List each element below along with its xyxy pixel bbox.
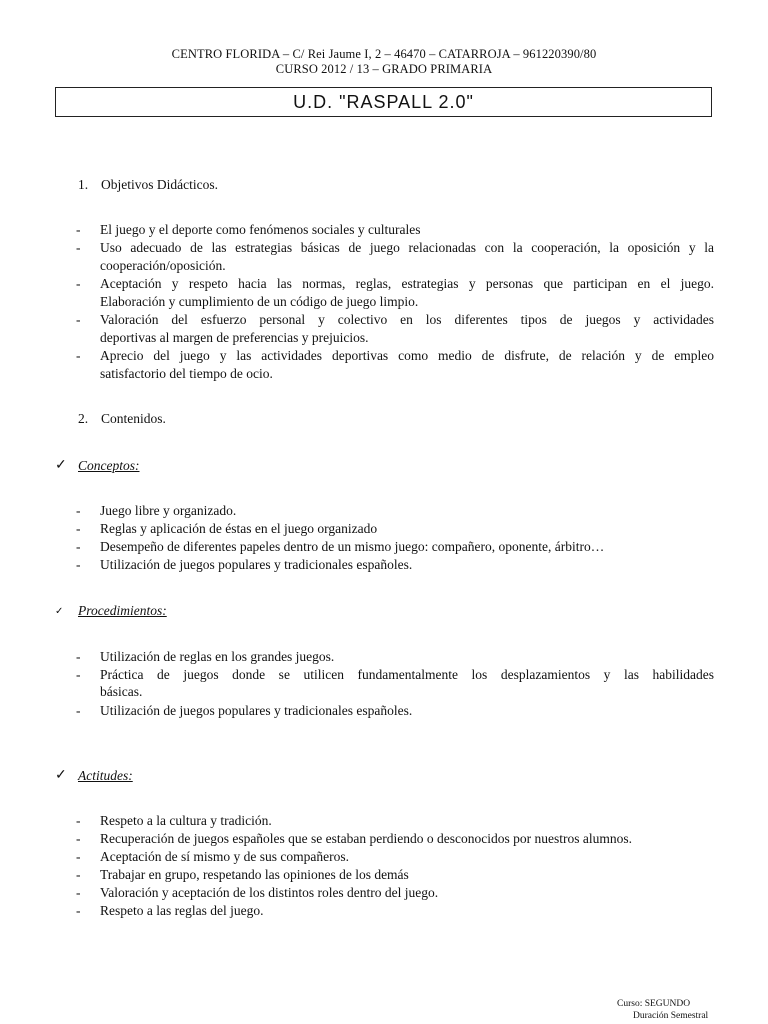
procedure-text: Utilización de reglas en los grandes juegos. bbox=[100, 649, 335, 664]
concept-item bbox=[76, 538, 716, 556]
bullet-dash: - bbox=[76, 849, 81, 864]
attitude-item bbox=[76, 884, 716, 902]
procedure-item bbox=[76, 666, 716, 702]
header-line-1: CENTRO FLORIDA – C/ Rei Jaume I, 2 – 46470 – CATARROJA – 961220390/80 bbox=[171, 47, 597, 61]
bullet-dash: - bbox=[76, 885, 81, 900]
concept-item bbox=[76, 556, 716, 574]
bullet-dash: - bbox=[76, 503, 81, 518]
procedure-text: Utilización de juegos populares y tradicionales españoles. bbox=[100, 703, 413, 718]
objective-text-cont: cooperación/oposición. bbox=[100, 258, 226, 273]
objective-item bbox=[76, 275, 716, 311]
procedure-text-cont: básicas. bbox=[100, 684, 143, 699]
objective-text-cont: Elaboración y cumplimiento de un código de juego limpio. bbox=[100, 294, 419, 309]
bullet-dash: - bbox=[76, 312, 81, 327]
concept-text: Desempeño de diferentes papeles dentro de un mismo juego: compañero, oponente, árbitro… bbox=[100, 539, 605, 554]
footer-curso: Curso: SEGUNDO bbox=[617, 999, 691, 1009]
objective-text: El juego y el deporte como fenómenos sociales y culturales bbox=[100, 222, 421, 237]
bullet-dash: - bbox=[76, 867, 81, 882]
section-2-number: 2. bbox=[78, 411, 89, 426]
checkmark-icon: ✓ bbox=[55, 606, 64, 617]
attitude-item bbox=[76, 902, 716, 920]
objective-item bbox=[76, 311, 716, 347]
objective-text-cont: deportivas al margen de preferencias y prejuicios. bbox=[100, 330, 369, 345]
bullet-dash: - bbox=[76, 703, 81, 718]
concept-text: Utilización de juegos populares y tradicionales españoles. bbox=[100, 557, 413, 572]
objective-text: Uso adecuado de las estrategias básicas de juego relacionadas con la cooperación, la oposición y la bbox=[100, 240, 714, 255]
document-title: U.D. "RASPALL 2.0" bbox=[55, 87, 712, 117]
objective-text: Aprecio del juego y las actividades deportivas como medio de disfrute, de relación y de empleo bbox=[100, 348, 714, 363]
objective-item bbox=[76, 347, 716, 383]
attitude-text: Respeto a la cultura y tradición. bbox=[100, 813, 272, 828]
concept-text: Reglas y aplicación de éstas en el juego organizado bbox=[100, 521, 378, 536]
attitude-text: Respeto a las reglas del juego. bbox=[100, 903, 264, 918]
actitudes-heading: Actitudes: bbox=[78, 768, 133, 783]
bullet-dash: - bbox=[76, 649, 81, 664]
header-line-2: CURSO 2012 / 13 – GRADO PRIMARIA bbox=[275, 62, 493, 76]
objective-text: Aceptación y respeto hacia las normas, reglas, estrategias y personas que participan en el juego. bbox=[100, 276, 714, 291]
concept-item bbox=[76, 502, 716, 520]
section-1-number: 1. bbox=[78, 177, 89, 192]
bullet-dash: - bbox=[76, 240, 81, 255]
bullet-dash: - bbox=[76, 276, 81, 291]
footer-duracion: Duración Semestral bbox=[633, 1011, 709, 1021]
bullet-dash: - bbox=[76, 222, 81, 237]
bullet-dash: - bbox=[76, 348, 81, 363]
attitude-item bbox=[76, 812, 716, 830]
conceptos-heading: Conceptos: bbox=[78, 458, 140, 473]
objective-item bbox=[76, 239, 716, 275]
attitude-text: Trabajar en grupo, respetando las opiniones de los demás bbox=[100, 867, 409, 882]
concept-item bbox=[76, 520, 716, 538]
objective-text-cont: satisfactorio del tiempo de ocio. bbox=[100, 366, 273, 381]
attitude-text: Valoración y aceptación de los distintos roles dentro del juego. bbox=[100, 885, 439, 900]
attitude-item bbox=[76, 866, 716, 884]
procedure-item bbox=[76, 702, 716, 720]
attitude-item bbox=[76, 830, 716, 848]
checkmark-icon: ✓ bbox=[55, 768, 67, 783]
procedimientos-heading: Procedimientos: bbox=[78, 603, 167, 618]
bullet-dash: - bbox=[76, 813, 81, 828]
attitude-text: Recuperación de juegos españoles que se estaban perdiendo o desconocidos por nuestros alumnos. bbox=[100, 831, 632, 846]
bullet-dash: - bbox=[76, 557, 81, 572]
bullet-dash: - bbox=[76, 539, 81, 554]
bullet-dash: - bbox=[76, 667, 81, 682]
bullet-dash: - bbox=[76, 521, 81, 536]
concept-text: Juego libre y organizado. bbox=[100, 503, 237, 518]
bullet-dash: - bbox=[76, 831, 81, 846]
bullet-dash: - bbox=[76, 903, 81, 918]
procedure-text: Práctica de juegos donde se utilicen fundamentalmente los desplazamientos y las habilidades bbox=[100, 667, 714, 682]
objective-item bbox=[76, 221, 716, 239]
section-2-label: Contenidos. bbox=[101, 411, 166, 426]
procedure-item bbox=[76, 648, 716, 666]
objective-text: Valoración del esfuerzo personal y colectivo en los diferentes tipos de juegos y actividades bbox=[100, 312, 714, 327]
attitude-text: Aceptación de sí mismo y de sus compañeros. bbox=[100, 849, 349, 864]
checkmark-icon: ✓ bbox=[55, 458, 67, 473]
section-1-label: Objetivos Didácticos. bbox=[101, 177, 218, 192]
attitude-item bbox=[76, 848, 716, 866]
